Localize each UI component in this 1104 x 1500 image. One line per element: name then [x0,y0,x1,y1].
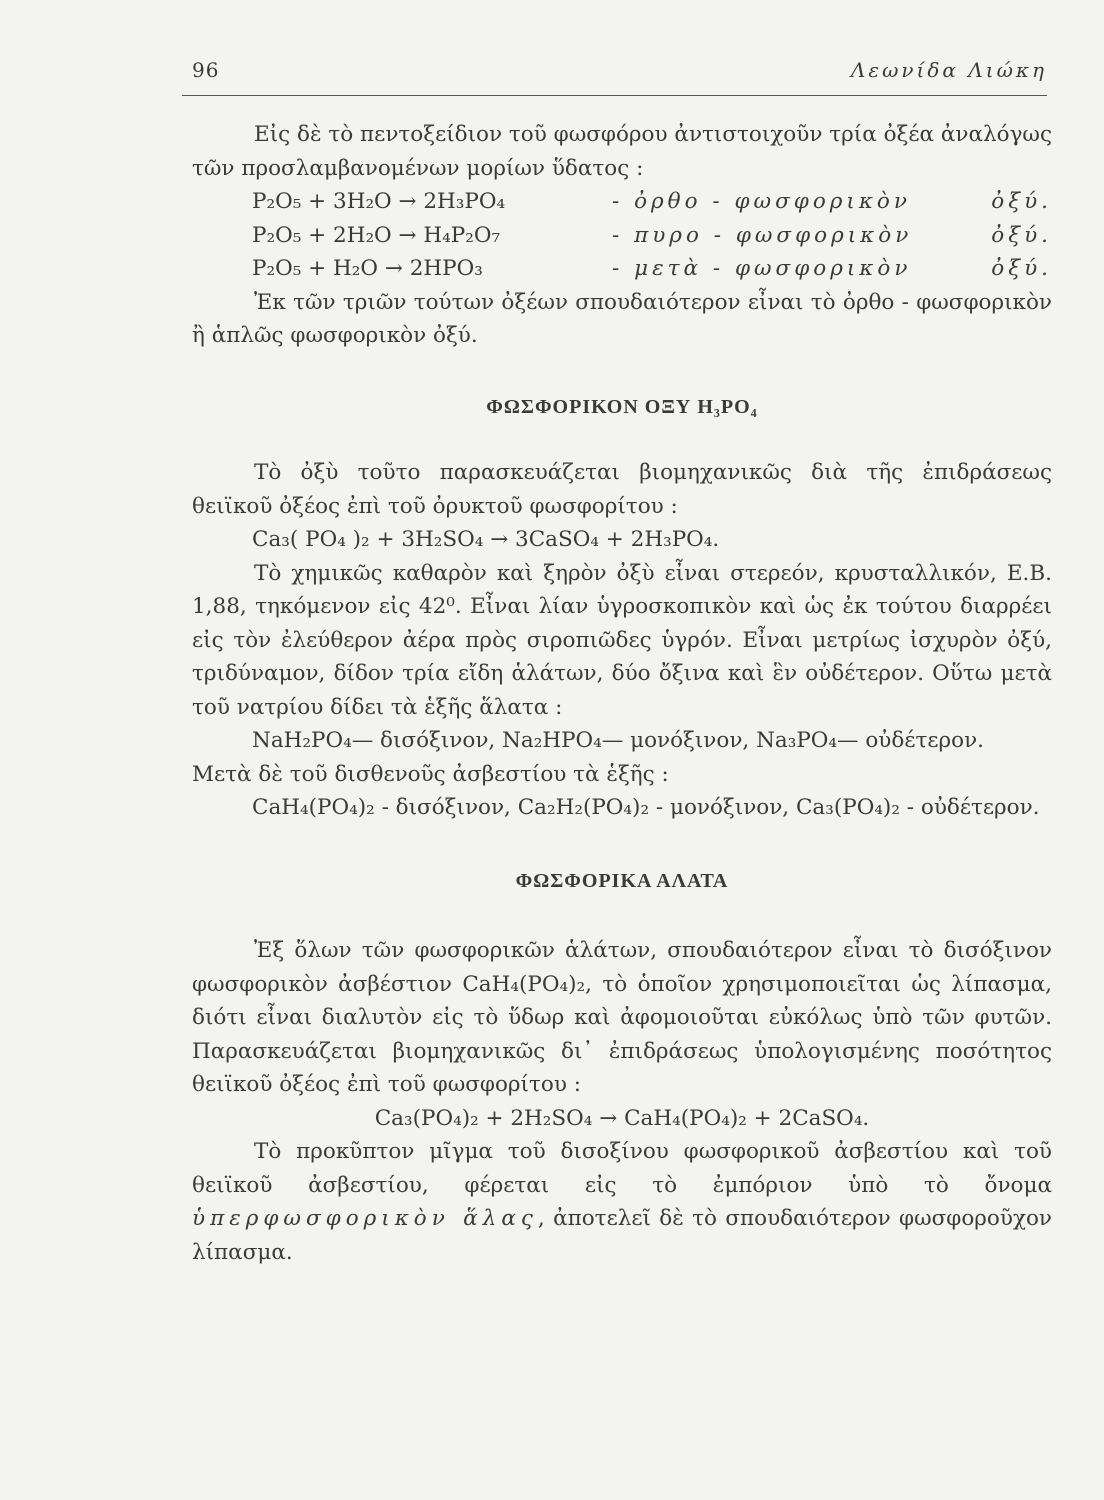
paragraph: Τὸ χημικῶς καθαρὸν καὶ ξηρὸν ὀξὺ εἶναι στερεόν, κρυσταλλικόν, Ε.Β. 1,88, τηκόμενον εἰς 42⁰. Εἶναι λίαν ὑγροσκοπικὸν καὶ ὡς ἐκ τούτου διαρρέει εἰς τὸν ἐλεύθερον ἀέρα πρὸς σιροπιῶδες ὑγρόν. Εἶναι μετρίως ἰσχυρὸν ὀξύ, τριδύναμον, δίδον τρία εἴδη ἁλάτων, δύο ὄξινα καὶ ἓν οὐδέτερον. Οὕτω μετὰ τοῦ νατρίου δίδει τὰ ἑξῆς ἅλατα : [192,560,1052,720]
page-number: 96 [192,58,220,82]
paragraph: Ἐξ ὅλων τῶν φωσφορικῶν ἁλάτων, σπουδαιότερον εἶναι τὸ δισόξινον φωσφορικὸν ἀσβέστιον CaH₄(PO₄)₂, τὸ ὁποῖον χρησιμοποιεῖται ὡς λίπασμα, διότι εἶναι διαλυτὸν εἰς τὸ ὕδωρ καὶ ἀφομοιοῦται εὐκόλως ὑπὸ τῶν φυτῶν. Παρασκευάζεται βιομηχανικῶς δι᾽ ἐπιδράσεως ὑπολογισμένης ποσότητος θειϊκοῦ ὀξέος ἐπὶ τοῦ φωσφορίτου : [192,938,1052,1097]
intro-paragraph: Εἰς δὲ τὸ πεντοξείδιον τοῦ φωσφόρου ἀντιστοιχοῦν τρία ὀξέα ἀναλόγως τῶν προσλαμβανομένων μορίων ὕδατος : [192,122,1052,181]
running-title: Λεωνίδα Λιώκη [850,58,1047,82]
sodium-salts-line: NaH₂PO₄— δισόξινον, Na₂HPO₄— μονόξινον, Na₃PO₄— οὐδέτερον. [252,728,984,753]
section-heading-phosphoric-acid: ΦΩΣΦΟΡΙΚΟΝ ΟΞΥ H₃PO₄ [486,395,758,418]
paragraph-text: , ἀποτελεῖ δὲ τὸ σπουδαιότερον φωσφοροῦχον λίπασμα. [192,1206,1052,1265]
paragraph [192,1135,1052,1269]
equation-acid-word: ὀξύ. [991,189,1052,214]
equation-acid-word: ὀξύ. [991,256,1052,281]
equation-pyro [192,219,1052,253]
equation-meta [192,252,1052,286]
equation-ortho [192,185,1052,219]
intro-paragraph-2: Ἐκ τῶν τριῶν τούτων ὀξέων σπουδαιότερον εἶναι τὸ ὀρθο - φωσφορικὸν ἢ ἁπλῶς φωσφορικὸν ὀξύ. [192,289,1052,348]
equation-acid-name: - μετὰ - φωσφορικὸν [612,256,912,281]
paragraph: Τὸ ὀξὺ τοῦτο παρασκευάζεται βιομηχανικῶς διὰ τῆς ἐπιδράσεως θειϊκοῦ ὀξέος ἐπὶ τοῦ ὀρυκτοῦ φωσφορίτου : [192,460,1052,519]
equation-acid-name: - πυρο - φωσφορικὸν [612,222,913,248]
page-header [192,58,1047,94]
equation-formula: P₂O₅ + 3H₂O → 2H₃PO₄ [252,189,506,214]
section-heading-phosphate-salts: ΦΩΣΦΟΡΙΚΑ ΑΛΑΤΑ [515,869,729,892]
equation-formula: P₂O₅ + H₂O → 2HPO₃ [252,256,483,281]
spaced-term: ὑπερφωσφορικὸν ἅλας [192,1206,538,1231]
paragraph: Μετὰ δὲ τοῦ δισθενοῦς ἀσβεστίου τὰ ἑξῆς : [192,761,669,787]
reaction-equation: Ca₃( PO₄ )₂ + 3H₂SO₄ → 3CaSO₄ + 2H₃PO₄. [252,527,720,552]
header-rule [182,95,1047,96]
equation-acid-word: ὀξύ. [991,222,1052,248]
page-body [192,118,1052,1269]
calcium-salts-line: CaH₄(PO₄)₂ - δισόξινον, Ca₂H₂(PO₄)₂ - μονόξινον, Ca₃(PO₄)₂ - οὐδέτερον. [252,795,1040,820]
paragraph-text: Τὸ προκῦπτον μῖγμα τοῦ δισοξίνου φωσφορικοῦ ἀσβεστίου καὶ τοῦ θειϊκοῦ ἀσβεστίου, φέρεται εἰς τὸ ἐμπόριον ὑπὸ τὸ ὄνομα [192,1139,1052,1198]
equation-acid-name: - ὀρθο - φωσφορικὸν [612,189,911,214]
reaction-equation: Ca₃(PO₄)₂ + 2H₂SO₄ → CaH₄(PO₄)₂ + 2CaSO₄. [374,1105,870,1131]
equation-formula: P₂O₅ + 2H₂O → H₄P₂O₇ [252,222,501,248]
